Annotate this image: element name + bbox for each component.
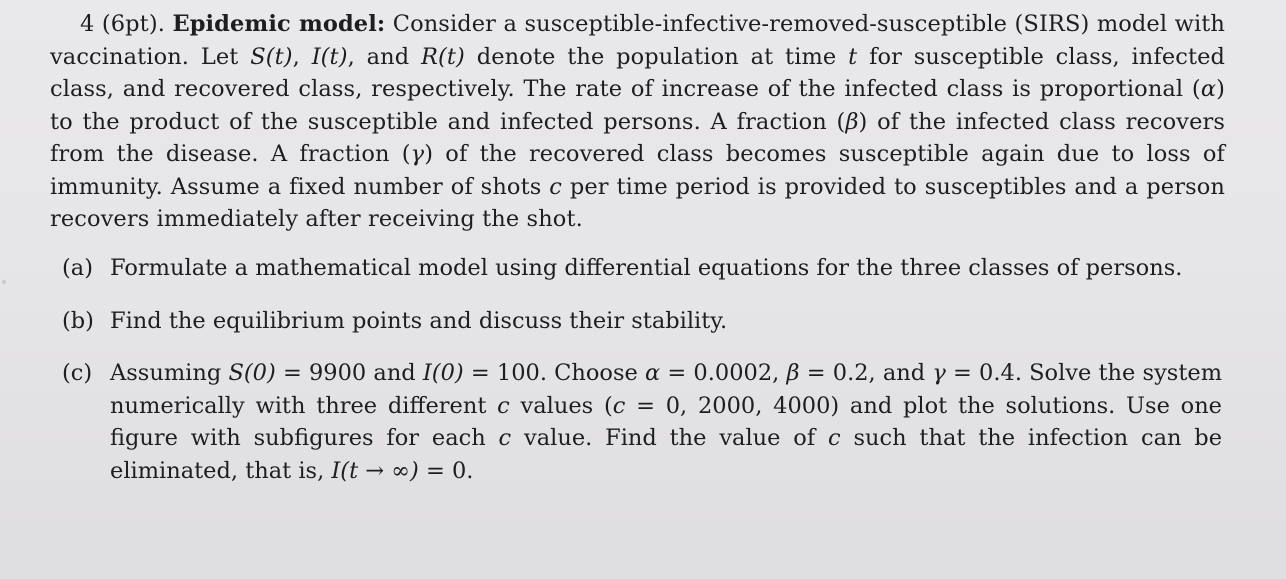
var-alpha: α <box>645 360 661 386</box>
text-run: = 0.4. Solve the system numerically with three different <box>110 360 1223 419</box>
part-a <box>62 252 1222 285</box>
limit-expression: I(t → ∞) <box>331 457 419 484</box>
text-run: = 0.0002, <box>667 360 780 386</box>
text-run: = 0.2, and <box>806 360 926 386</box>
text-run: Assuming <box>110 360 222 386</box>
comma: , <box>292 43 300 70</box>
problem-title: Epidemic model: <box>172 11 386 37</box>
var-c: c <box>612 392 626 419</box>
text-run: = 100. Choose <box>470 360 638 386</box>
text-run: such that the infection can be eliminated, that is, <box>110 425 1223 484</box>
problem-body-5: ) of the recovered class becomes susceptible again due to loss of immunity. Assume a fixed number of shots <box>50 141 1225 200</box>
var-c: c <box>549 173 562 200</box>
problem-body-1: denote the population at time <box>476 43 837 70</box>
and-text: , and <box>347 43 410 70</box>
text-run: = 0. <box>425 457 474 484</box>
text-run: value. Find the value of <box>524 425 816 451</box>
var-gamma: γ <box>410 141 425 167</box>
text-run: values ( <box>520 392 613 419</box>
part-label: (c) <box>62 360 93 386</box>
problem-body-3: ) to the product of the susceptible and infected persons. A fraction ( <box>50 76 1225 135</box>
problem-number: 4 (6pt). <box>80 11 165 37</box>
problem-body-2: for susceptible class, infected class, and recovered class, respectively. The rate of increase of the infected class is proportional ( <box>50 43 1225 102</box>
var-S0: S(0) <box>228 360 276 386</box>
var-S-t: S(t) <box>250 43 293 70</box>
var-beta: β <box>845 108 859 135</box>
var-alpha: α <box>1200 76 1217 102</box>
part-text: Formulate a mathematical model using differential equations for the three classes of persons. <box>110 255 1183 281</box>
var-t: t <box>848 43 858 70</box>
var-c: c <box>498 425 512 451</box>
problem-body-6: per time period is provided to susceptibles and a person recovers immediately after receiving the shot. <box>50 173 1225 232</box>
var-R-t: R(t) <box>421 43 465 70</box>
text-run: = 0, 2000, 4000) and plot the solutions. Use one figure with subfigures for each <box>110 392 1222 451</box>
var-I-t: I(t) <box>311 43 348 70</box>
var-c: c <box>497 392 510 419</box>
part-label: (b) <box>62 307 94 334</box>
problem-intro: Consider a susceptible-infective-removed-susceptible (SIRS) model with vaccination. Let <box>50 11 1225 70</box>
part-c <box>62 357 1222 487</box>
var-beta: β <box>786 360 800 386</box>
problem-body-4: ) of the infected class recovers from the disease. A fraction ( <box>50 108 1225 167</box>
part-b <box>62 305 1222 338</box>
part-text: Find the equilibrium points and discuss their stability. <box>110 307 728 334</box>
var-gamma: γ <box>932 360 946 386</box>
var-I0: I(0) <box>422 360 464 386</box>
text-run: = 9900 and <box>282 360 416 386</box>
part-label: (a) <box>62 255 93 281</box>
part-text <box>110 357 1222 487</box>
paper-speck <box>2 280 6 284</box>
problem-parts <box>62 252 1222 507</box>
var-c: c <box>828 425 841 451</box>
problem-statement <box>50 8 1225 236</box>
